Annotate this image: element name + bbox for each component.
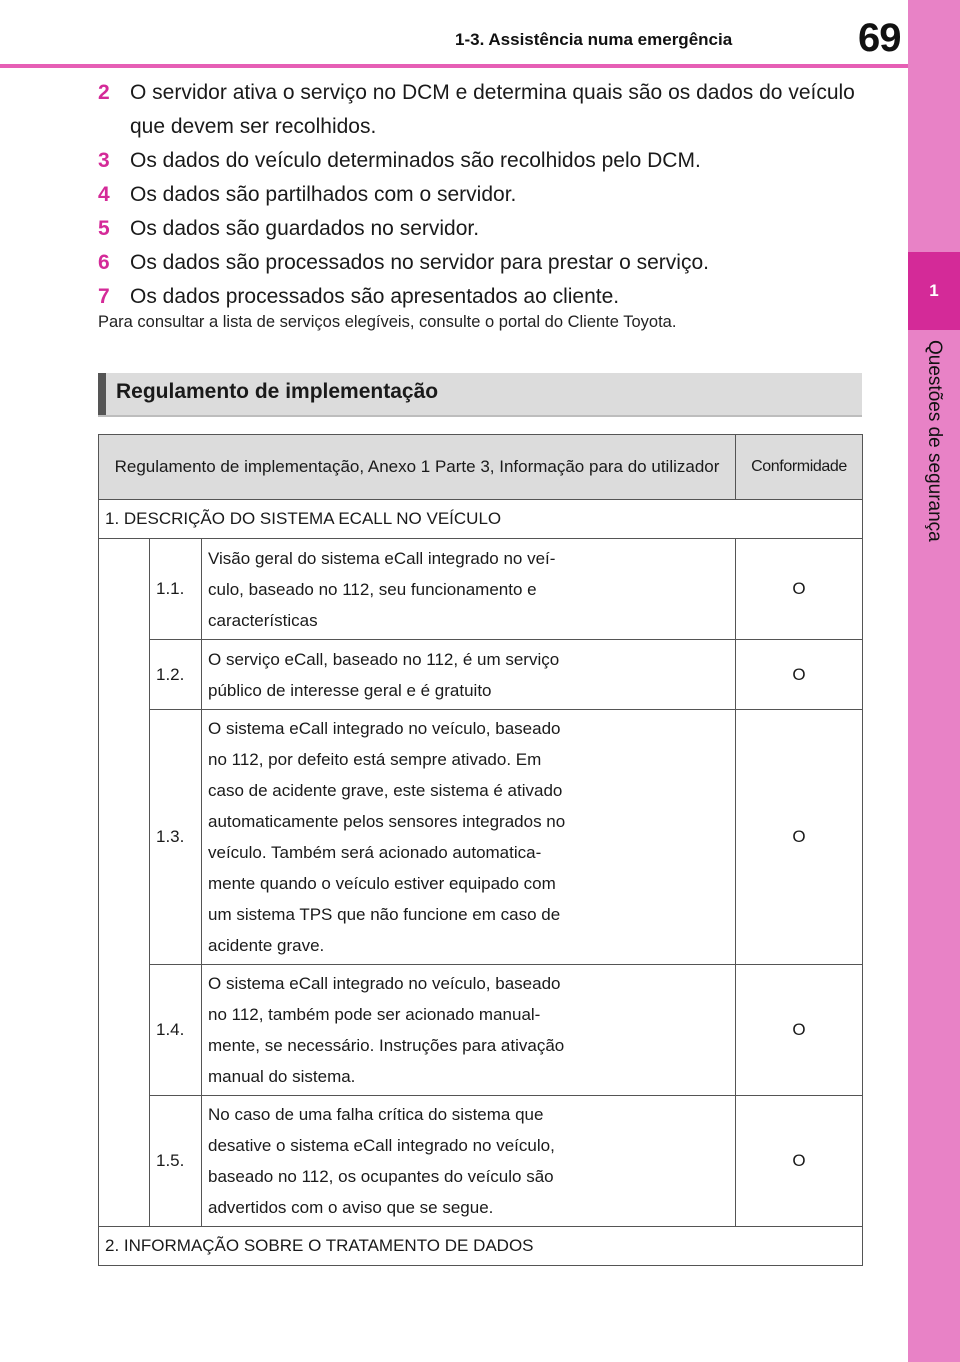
description-line: público de interesse geral e é gratuito xyxy=(208,680,492,700)
table-row xyxy=(99,640,863,710)
description-line: baseado no 112, os ocupantes do veículo são xyxy=(208,1167,554,1186)
table-row xyxy=(99,1096,863,1227)
description-line: mente quando o veículo estiver equipado com xyxy=(208,874,556,893)
item-description xyxy=(202,640,736,710)
description-line: culo, baseado no 112, seu funcionamento e xyxy=(208,579,537,599)
section-1-heading: 1. DESCRIÇÃO DO SISTEMA ECALL NO VEÍCULO xyxy=(99,500,863,539)
step-text: Os dados são partilhados com o servidor. xyxy=(130,183,517,206)
step-number: 5 xyxy=(98,217,110,240)
step-text: Os dados são processados no servidor para prestar o serviço. xyxy=(130,251,709,274)
step-text: O servidor ativa o serviço no DCM e determina quais são os dados do veículo que devem ser recolhidos. xyxy=(130,81,855,138)
description-line: O sistema eCall integrado no veículo, baseado xyxy=(208,974,561,993)
description-line: manual do sistema. xyxy=(208,1067,356,1086)
regulation-table xyxy=(98,434,863,1266)
table-header-row xyxy=(99,435,863,500)
note-text: Para consultar a lista de serviços elegíveis, consulte o portal do Cliente Toyota. xyxy=(98,313,677,331)
description-line: advertidos com o aviso que se segue. xyxy=(208,1198,494,1217)
item-description xyxy=(202,539,736,640)
conformity-mark: O xyxy=(736,539,863,640)
conformity-mark: O xyxy=(736,1096,863,1227)
description-line: No caso de uma falha crítica do sistema que xyxy=(208,1105,544,1124)
header-conformity: Conformidade xyxy=(736,435,863,500)
item-number: 1.3. xyxy=(150,710,202,965)
chapter-label: Questões de segurança xyxy=(924,340,945,542)
table-row xyxy=(99,710,863,965)
step-text: Os dados são guardados no servidor. xyxy=(130,217,480,240)
step-item xyxy=(98,280,878,314)
item-number: 1.4. xyxy=(150,965,202,1096)
description-line: no 112, também pode ser acionado manual- xyxy=(208,1005,541,1024)
table-section-row xyxy=(99,500,863,539)
step-number: 3 xyxy=(98,149,110,172)
step-item xyxy=(98,76,878,144)
description-line: O serviço eCall, baseado no 112, é um serviço xyxy=(208,649,560,669)
section-2-heading: 2. INFORMAÇÃO SOBRE O TRATAMENTO DE DADOS xyxy=(99,1227,863,1266)
header-rule xyxy=(0,64,908,68)
item-number: 1.2. xyxy=(150,640,202,710)
description-line: características xyxy=(208,610,318,630)
item-number: 1.5. xyxy=(150,1096,202,1227)
conformity-mark: O xyxy=(736,710,863,965)
description-line: veículo. Também será acionado automatica- xyxy=(208,843,542,862)
step-text: Os dados do veículo determinados são recolhidos pelo DCM. xyxy=(130,149,701,172)
description-line: Visão geral do sistema eCall integrado no veí- xyxy=(208,548,556,568)
description-line: O sistema eCall integrado no veículo, baseado xyxy=(208,719,561,738)
page-number: 69 xyxy=(858,16,901,60)
chapter-number: 1 xyxy=(908,252,960,330)
conformity-mark: O xyxy=(736,640,863,710)
item-description xyxy=(202,1096,736,1227)
chapter-side-tab xyxy=(908,0,960,1362)
section-banner xyxy=(98,373,862,417)
description-line: mente, se necessário. Instruções para ativação xyxy=(208,1036,565,1055)
step-item xyxy=(98,246,878,280)
description-line: um sistema TPS que não funcione em caso de xyxy=(208,905,561,924)
description-line: no 112, por defeito está sempre ativado. Em xyxy=(208,750,542,769)
step-number: 2 xyxy=(98,81,110,104)
item-number: 1.1. xyxy=(150,539,202,640)
step-item xyxy=(98,178,878,212)
item-description xyxy=(202,965,736,1096)
step-item xyxy=(98,144,878,178)
step-list xyxy=(98,76,878,314)
section-title: Regulamento de implementação xyxy=(116,380,439,403)
table-section-row xyxy=(99,1227,863,1266)
description-line: caso de acidente grave, este sistema é ativado xyxy=(208,781,563,800)
description-line: automaticamente pelos sensores integrados no xyxy=(208,812,566,831)
running-header: 1-3. Assistência numa emergência xyxy=(455,30,733,49)
description-line: acidente grave. xyxy=(208,936,325,955)
conformity-mark: O xyxy=(736,965,863,1096)
step-item xyxy=(98,212,878,246)
step-number: 6 xyxy=(98,251,110,274)
table-row xyxy=(99,965,863,1096)
header-requirement: Regulamento de implementação, Anexo 1 Parte 3, Informação para do utilizador xyxy=(99,435,736,500)
item-description xyxy=(202,710,736,965)
blank-indent-cell xyxy=(99,539,150,1227)
step-number: 7 xyxy=(98,285,110,308)
step-number: 4 xyxy=(98,183,110,206)
step-text: Os dados processados são apresentados ao cliente. xyxy=(130,285,620,308)
table-row xyxy=(99,539,863,640)
description-line: desative o sistema eCall integrado no veículo, xyxy=(208,1136,555,1155)
